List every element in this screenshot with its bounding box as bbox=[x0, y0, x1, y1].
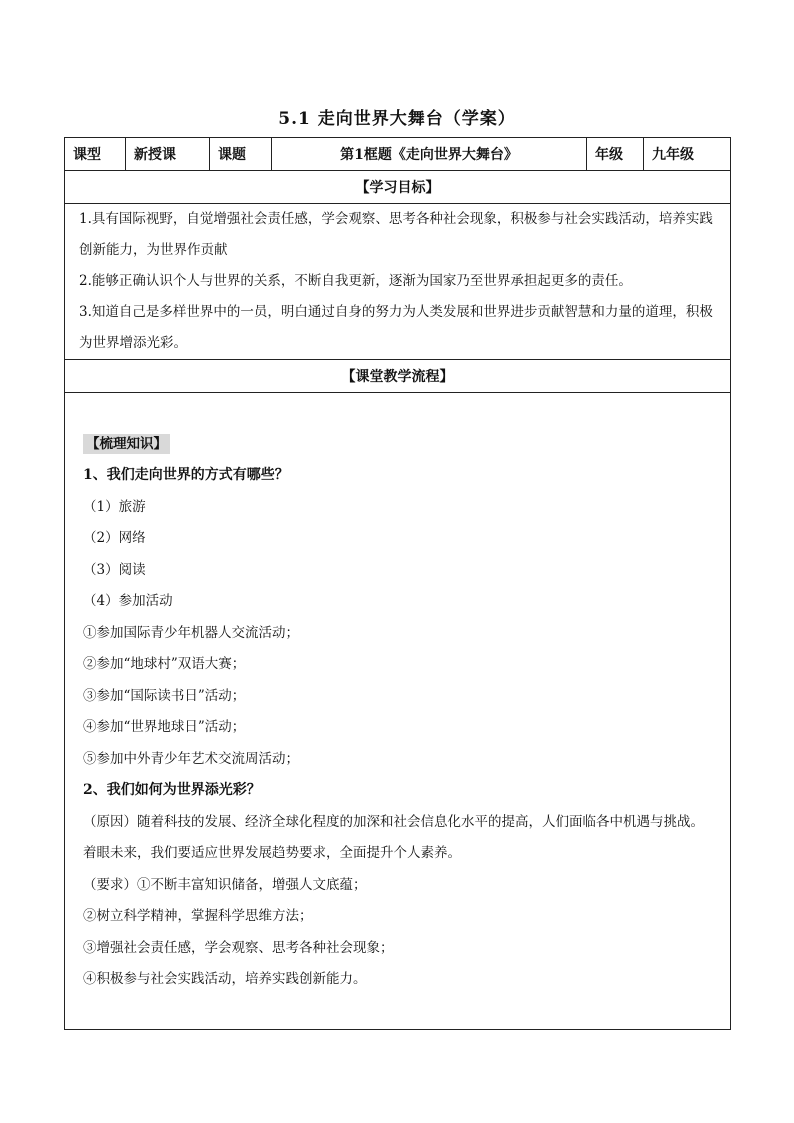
document-title: 5.1 走向世界大舞台（学案） bbox=[278, 109, 516, 129]
objective-item: 2.能够正确认识个人与世界的关系，不断自我更新，逐渐为国家乃至世界承担起更多的责任。 bbox=[79, 273, 632, 289]
course-type-label: 课型 bbox=[65, 138, 126, 171]
lesson-plan-table bbox=[64, 137, 731, 1030]
header-row bbox=[65, 138, 731, 171]
question-2: 2、我们如何为世界添光彩？ bbox=[83, 782, 261, 798]
grade-value: 九年级 bbox=[644, 138, 731, 171]
list-item: ④积极参与社会实践活动，培养实践创新能力。 bbox=[83, 971, 367, 987]
list-item: （4）参加活动 bbox=[83, 593, 173, 609]
course-type-value: 新授课 bbox=[126, 138, 210, 171]
list-item: ②参加“地球村”双语大赛； bbox=[83, 656, 246, 672]
section-tag: 【梳理知识】 bbox=[83, 434, 170, 454]
list-item: ③增强社会责任感，学会观察、思考各种社会现象； bbox=[83, 939, 394, 956]
list-item: ③参加“国际读书日”活动； bbox=[83, 687, 246, 704]
topic-value: 第1框题《走向世界大舞台》 bbox=[272, 138, 587, 171]
list-item: （3）阅读 bbox=[83, 561, 146, 578]
topic-label: 课题 bbox=[210, 138, 272, 171]
list-item: （要求）①不断丰富知识储备，增强人文底蕴； bbox=[83, 876, 367, 893]
list-item: （2）网络 bbox=[83, 530, 146, 546]
objective-item: 1.具有国际视野，自觉增强社会责任感，学会观察、思考各种社会现象，积极参与社会实践活动，培养实践创新能力，为世界作贡献 bbox=[79, 211, 713, 258]
objectives-content bbox=[65, 204, 731, 360]
list-item: ⑤参加中外青少年艺术交流周活动； bbox=[83, 750, 299, 767]
list-item: （1）旅游 bbox=[83, 498, 146, 515]
list-item: ④参加“世界地球日”活动； bbox=[83, 719, 246, 735]
reason-text: 着眼未来，我们要适应世界发展趋势要求，全面提升个人素养。 bbox=[83, 845, 461, 861]
flow-heading: 【课堂教学流程】 bbox=[65, 360, 731, 393]
grade-label: 年级 bbox=[587, 138, 644, 171]
objective-item: 3.知道自己是多样世界中的一员，明白通过自身的努力为人类发展和世界进步贡献智慧和力量的道理，积极为世界增添光彩。 bbox=[79, 304, 713, 351]
flow-content bbox=[65, 393, 731, 1030]
objectives-heading: 【学习目标】 bbox=[65, 171, 731, 204]
list-item: ②树立科学精神，掌握科学思维方法； bbox=[83, 908, 313, 924]
list-item: ①参加国际青少年机器人交流活动； bbox=[83, 624, 299, 641]
question-1: 1、我们走向世界的方式有哪些？ bbox=[83, 467, 289, 483]
reason-text: （原因）随着科技的发展、经济全球化程度的加深和社会信息化水平的提高，人们面临各中机遇与挑战。 bbox=[83, 813, 704, 830]
